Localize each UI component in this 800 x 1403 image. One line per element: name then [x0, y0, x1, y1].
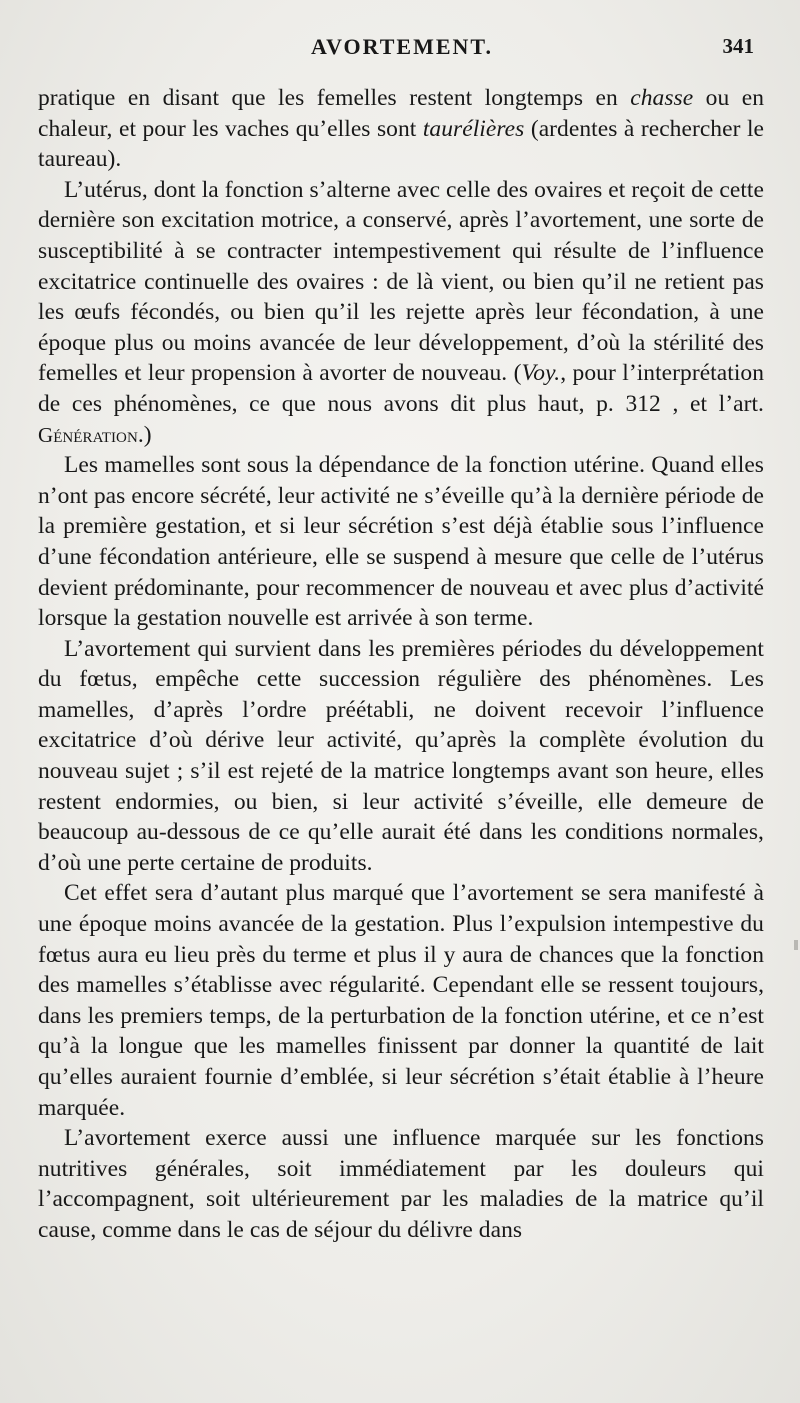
small-caps-text: Génération — [38, 422, 138, 447]
paragraph-p3 — [38, 450, 764, 634]
paragraph-p6 — [38, 1123, 764, 1245]
paragraph-text-segment: Les mamelles sont sous la dépendance de la fonction utérine. Quand elles n’ont pas encore sécrété, leur activité ne s’éveille qu’à la dernière période de la première gestation, et si leur sécrétion s’est déjà établie sous l’influence d’une fécondation antérieure, elle se suspend à mesure que celle de l’utérus devient prédominante, pour recommencer de nouveau et avec plus d’activité lorsque la gestation nouvelle est arrivée à son terme. — [38, 452, 764, 632]
page-number: 341 — [722, 34, 754, 58]
paragraph-text-segment: pratique en disant que les femelles restent longtemps en — [38, 85, 631, 111]
paragraph-text-segment: L’utérus, dont la fonction s’alterne avec celle des ovaires et reçoit de cette dernière son excitation motrice, a conservé, après l’avortement, une sorte de susceptibilité à se contracter intempestivement qui résulte de l’influence excitatrice continuelle des ovaires : de là vient, ou bien qu’il ne retient pas les œufs fécondés, ou bien qu’il les rejette après leur fécondation, à une époque plus ou moins avancée de leur développement, d’où la stérilité des femelles et leur propension à avorter de nouveau. ( — [38, 176, 764, 387]
page-header — [38, 34, 766, 68]
paragraph-p5 — [38, 878, 764, 1123]
paragraph-text-segment: , pour l’interprétation de ces phénomènes, ce que nous avons dit plus haut, p. 312 , et l’art. — [38, 360, 764, 417]
paragraph-text-segment: Cet effet sera d’autant plus marqué que l’avortement se sera manifesté à une époque moins avancée de la gestation. Plus l’expulsion intempestive du fœtus aura eu lieu près du terme et plus il y aura de chances que la fonction des mamelles s’établisse avec régularité. Cependant elle se ressent toujours, dans les premiers temps, de la perturbation de la fonction utérine, et ce n’est qu’à la longue que les mamelles finissent par donner la quantité de lait qu’elles auraient fournie d’emblée, si leur sécrétion s’était établie à l’heure marquée. — [38, 880, 764, 1121]
running-head: AVORTEMENT. — [311, 34, 493, 59]
paragraph-text-segment: L’avortement qui survient dans les premières périodes du développement du fœtus, empêche cette succession régulière des phénomènes. Les mamelles, d’après l’ordre préétabli, ne doivent recevoir l’influence excitatrice d’où dérive leur activité, qu’après la complète évolution du nouveau sujet ; s’il est rejeté de la matrice longtemps avant son heure, elles restent endormies, ou bien, si leur activité s’éveille, elle demeure de beaucoup au-dessous de ce qu’elle aurait été dans les conditions normales, d’où une perte certaine de produits. — [38, 635, 764, 876]
italic-text: Voy. — [521, 360, 561, 387]
paragraph-text-segment: .) — [137, 421, 152, 448]
body-text — [38, 83, 764, 1246]
paragraph-text-segment: L’avortement exerce aussi une influence marquée sur les fonctions nutritives générales, soit immédiatement par les douleurs qui l’accompagnent, soit ultérieurement par les maladies de la matrice qu’il cause, comme dans le cas de séjour du délivre dans — [38, 1125, 764, 1243]
paragraph-p1 — [38, 83, 764, 175]
page-edge-shadow — [794, 940, 798, 950]
italic-text: chasse — [630, 85, 694, 111]
paragraph-p4 — [38, 634, 764, 879]
paragraph-text-segment: (ardentes à rechercher le taureau). — [38, 115, 765, 173]
paragraph-p2 — [38, 175, 764, 450]
italic-text: taurélières — [422, 115, 525, 142]
paragraph-text-segment: ou en chaleur, et pour les vaches qu’elles sont — [38, 85, 764, 142]
